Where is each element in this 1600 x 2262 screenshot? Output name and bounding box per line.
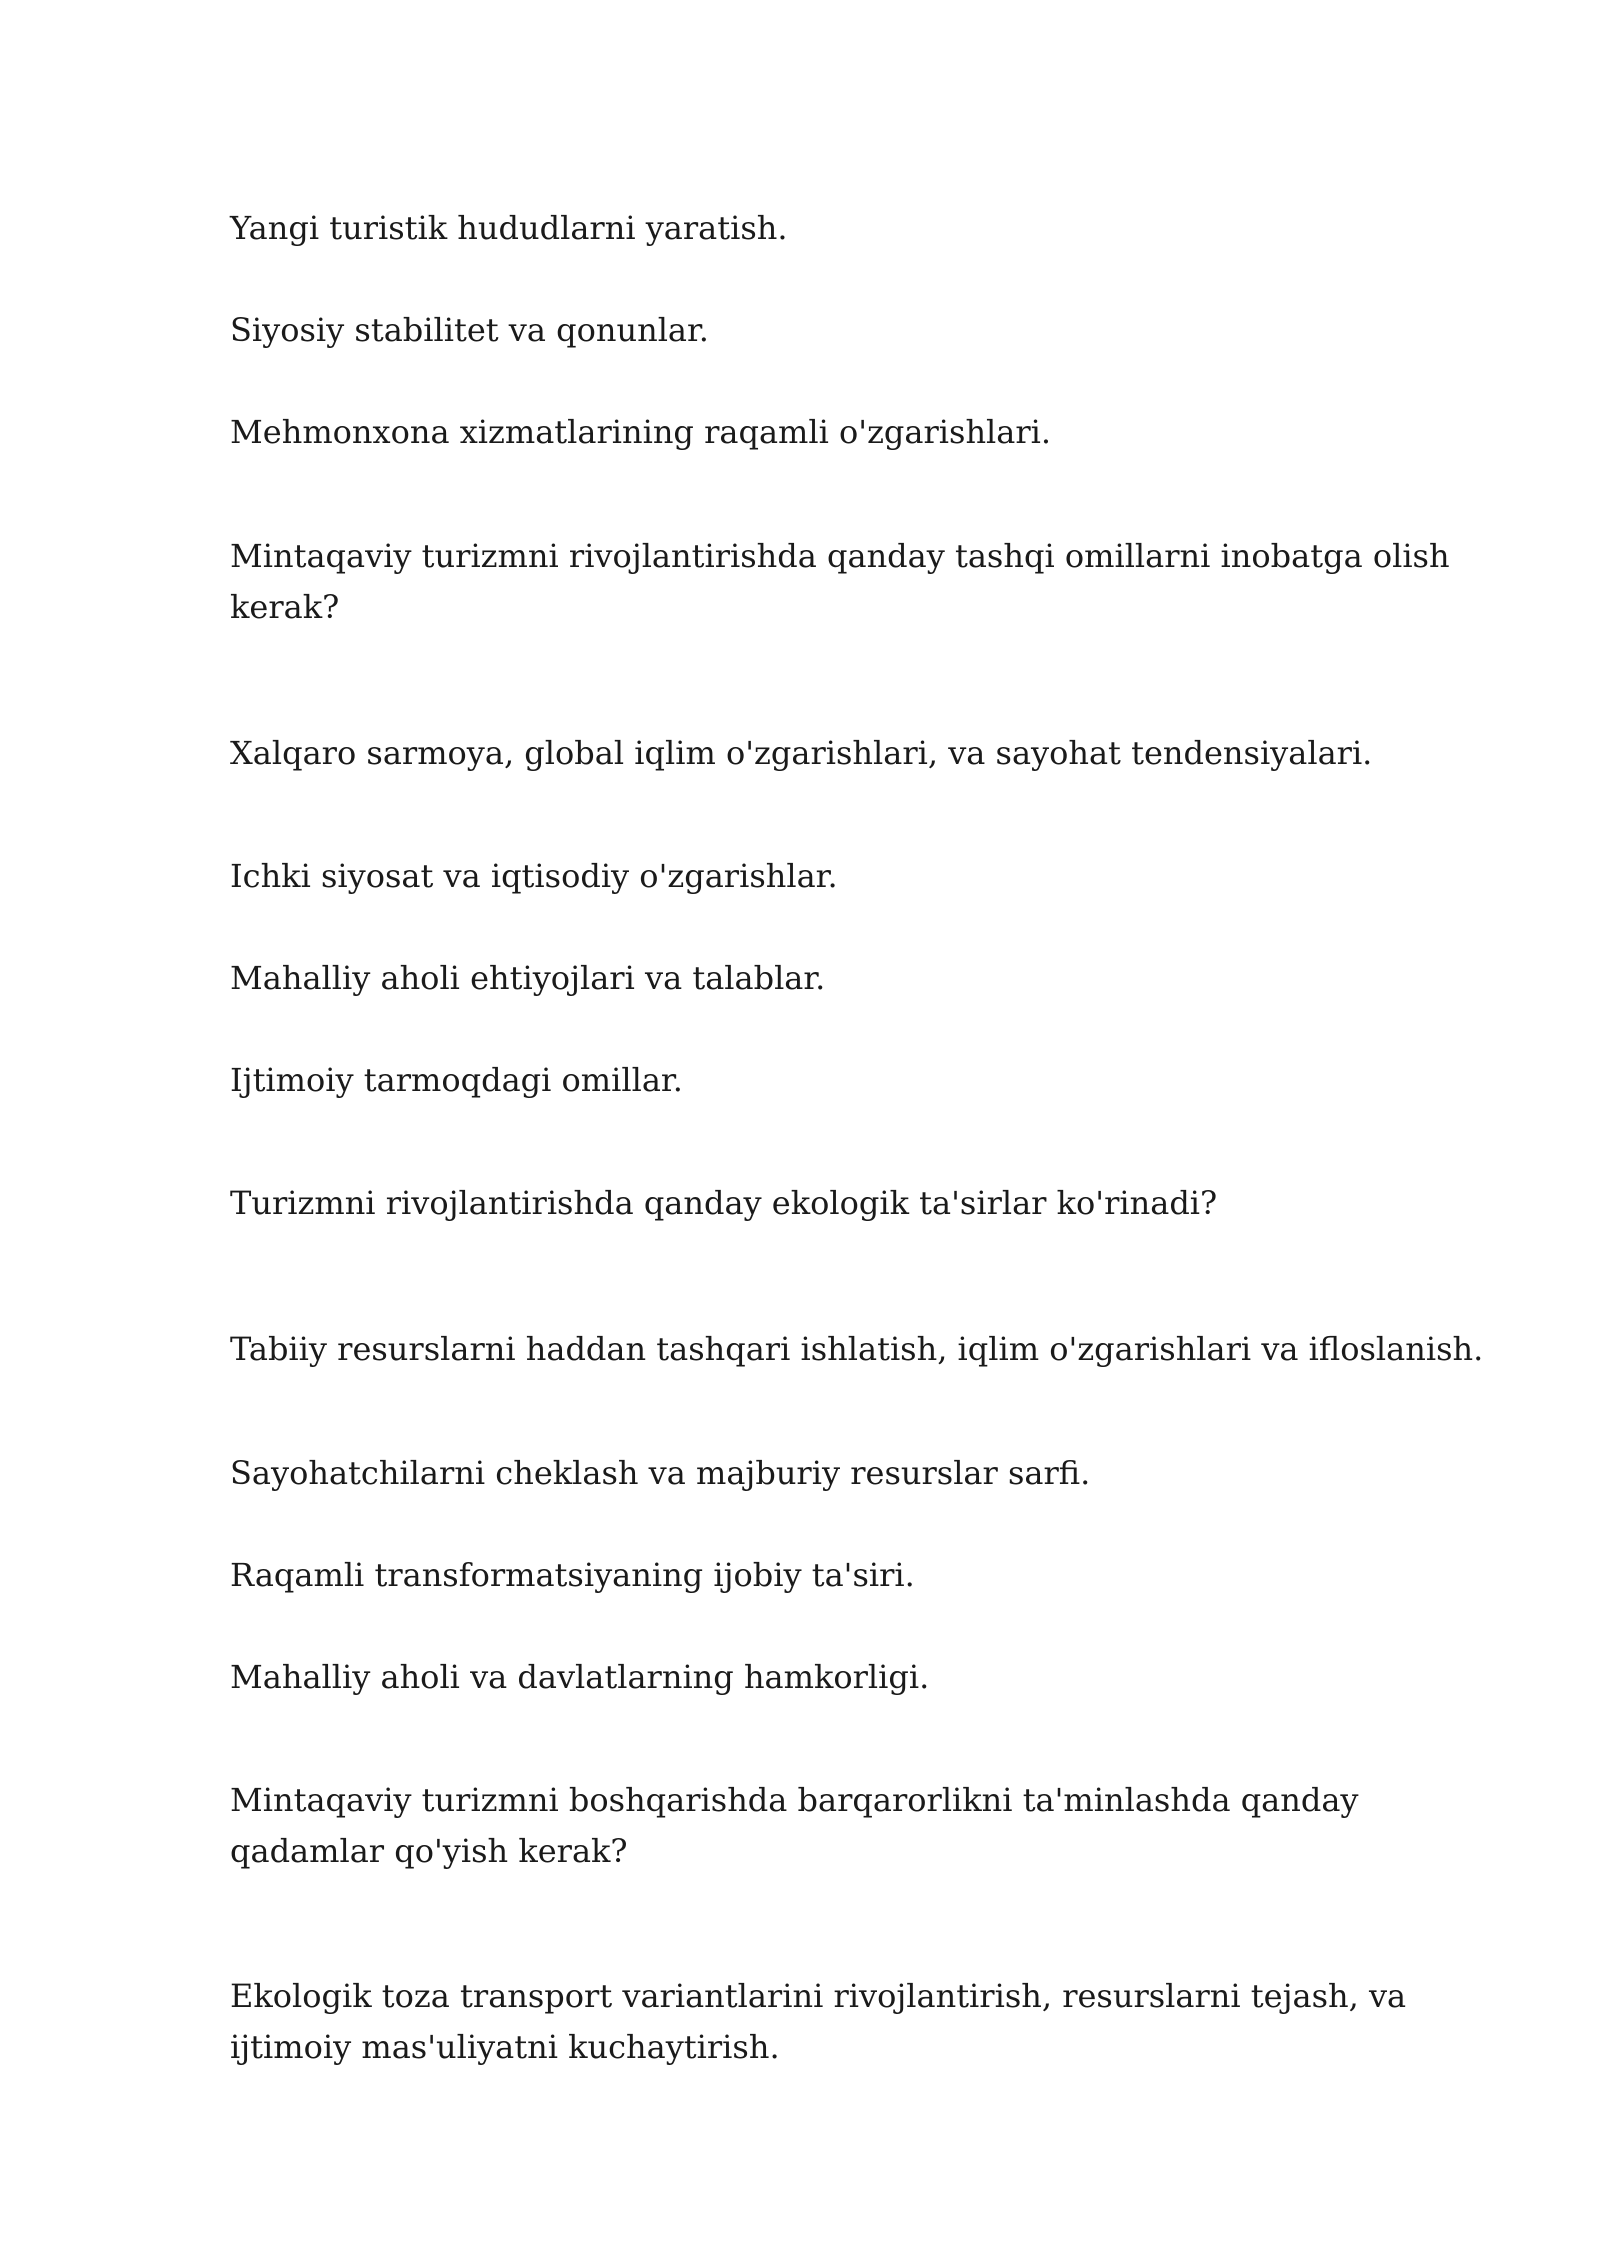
answer-option: Ijtimoiy tarmoqdagi omillar. — [230, 1061, 683, 1099]
answer-option: Mahalliy aholi ehtiyojlari va talablar. — [230, 959, 826, 997]
answer-option: Mahalliy aholi va davlatlarning hamkorligi. — [230, 1658, 930, 1696]
answer-option: Raqamli transformatsiyaning ijobiy ta'siri. — [230, 1556, 915, 1594]
answer-option: Tabiiy resurslarni haddan tashqari ishlatish, iqlim o'zgarishlari va ifloslanish. — [230, 1330, 1484, 1368]
answer-option: Sayohatchilarni cheklash va majburiy resurslar sarfi. — [230, 1454, 1091, 1492]
answer-option: Xalqaro sarmoya, global iqlim o'zgarishlari, va sayohat tendensiyalari. — [230, 734, 1373, 772]
answer-option: Mehmonxona xizmatlarining raqamli o'zgarishlari. — [230, 413, 1052, 451]
question-text: Mintaqaviy turizmni boshqarishda barqarorlikni ta'minlashda qanday qadamlar qo'yish kerak? — [230, 1781, 1359, 1870]
answer-option: Ekologik toza transport variantlarini rivojlantirish, resurslarni tejash, va ijtimoiy mas'uliyatni kuchaytirish. — [230, 1977, 1407, 2066]
answer-option: Siyosiy stabilitet va qonunlar. — [230, 311, 709, 349]
answer-option: Ichki siyosat va iqtisodiy o'zgarishlar. — [230, 857, 838, 895]
answer-option: Yangi turistik hududlarni yaratish. — [230, 209, 788, 247]
question-text: Mintaqaviy turizmni rivojlantirishda qanday tashqi omillarni inobatga olish kerak? — [230, 537, 1450, 626]
question-text: Turizmni rivojlantirishda qanday ekologik ta'sirlar ko'rinadi? — [230, 1184, 1218, 1222]
